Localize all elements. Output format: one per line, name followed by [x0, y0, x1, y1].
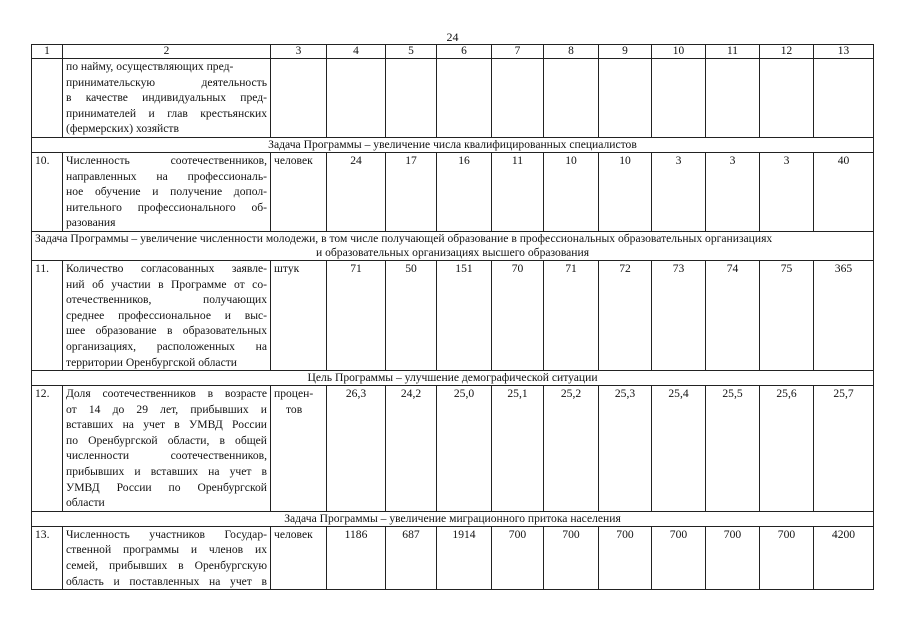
value-cell: 687 — [386, 526, 437, 589]
description-line: семей, прибывших в Оренбургскую — [66, 559, 267, 573]
value-cell: 10 — [544, 152, 599, 231]
header-cell: 1 — [32, 45, 63, 59]
task-heading — [32, 231, 874, 260]
indicator-description — [63, 386, 271, 512]
task-row — [32, 371, 874, 386]
unit-cell: человек — [271, 526, 327, 589]
description-line: Численность участников Государ- — [66, 527, 267, 541]
description-line: от 14 до 29 лет, прибывших и — [66, 402, 267, 416]
indicator-description — [63, 59, 271, 138]
unit-line: процен- — [274, 387, 314, 401]
description-line: (фермерских) хозяйств — [66, 122, 179, 136]
row-number: 12. — [32, 386, 63, 512]
value-cell: 11 — [492, 152, 544, 231]
value-cell: 700 — [760, 526, 814, 589]
description-line: Численность соотечественников, — [66, 153, 267, 167]
indicators-table — [31, 44, 874, 590]
value-cell: 25,6 — [760, 386, 814, 512]
value-cell: 3 — [760, 152, 814, 231]
value-cell: 25,0 — [437, 386, 492, 512]
task-row — [32, 137, 874, 152]
table-row — [32, 59, 874, 138]
indicator-description — [63, 526, 271, 589]
table-row — [32, 152, 874, 231]
header-cell: 2 — [63, 45, 271, 59]
description-line: отечественников, получающих — [66, 293, 267, 307]
value-cell: 71 — [544, 260, 599, 370]
description-line: направленных на профессиональ- — [66, 169, 267, 183]
header-cell: 12 — [760, 45, 814, 59]
value-cell: 4200 — [814, 526, 874, 589]
description-line: шее образование в образовательных — [66, 324, 267, 338]
description-line: прибывших и вставших на учет в — [66, 465, 267, 479]
description-line: в качестве индивидуальных пред- — [66, 91, 267, 105]
unit-cell: штук — [271, 260, 327, 370]
value-cell: 25,2 — [544, 386, 599, 512]
task-row — [32, 231, 874, 260]
task-heading: Задача Программы – увеличение миграционного притока населения — [32, 511, 874, 526]
value-cell: 700 — [599, 526, 652, 589]
header-cell: 8 — [544, 45, 599, 59]
value-cell: 700 — [492, 526, 544, 589]
row-number: 11. — [32, 260, 63, 370]
task-heading: Задача Программы – увеличение числа квалифицированных специалистов — [32, 137, 874, 152]
value-cell: 365 — [814, 260, 874, 370]
table-row — [32, 526, 874, 589]
value-cell: 25,4 — [652, 386, 706, 512]
value-cell: 16 — [437, 152, 492, 231]
description-line: принимателей и глав крестьянских — [66, 106, 267, 120]
value-cell: 73 — [652, 260, 706, 370]
description-line: разования — [66, 216, 116, 230]
value-cell: 26,3 — [327, 386, 386, 512]
task-row — [32, 511, 874, 526]
table-row — [32, 386, 874, 512]
value-cell: 71 — [327, 260, 386, 370]
header-cell: 6 — [437, 45, 492, 59]
value-cell: 3 — [706, 152, 760, 231]
description-line: по Оренбургской области, в общей — [66, 433, 267, 447]
description-line: нительного профессионального об- — [66, 200, 267, 214]
indicator-description — [63, 152, 271, 231]
value-cell: 25,5 — [706, 386, 760, 512]
value-cell: 70 — [492, 260, 544, 370]
value-cell: 24,2 — [386, 386, 437, 512]
header-cell: 10 — [652, 45, 706, 59]
row-number — [32, 59, 63, 138]
value-cell: 1186 — [327, 526, 386, 589]
header-cell: 3 — [271, 45, 327, 59]
value-cell: 74 — [706, 260, 760, 370]
description-line: Количество согласованных заявле- — [66, 261, 267, 275]
description-line: УМВД России по Оренбургской — [66, 480, 267, 494]
indicator-description — [63, 260, 271, 370]
header-cell: 9 — [599, 45, 652, 59]
description-line: принимательскую деятельность — [66, 75, 267, 89]
header-cell: 4 — [327, 45, 386, 59]
header-row — [32, 45, 874, 59]
value-cell: 25,3 — [599, 386, 652, 512]
value-cell: 151 — [437, 260, 492, 370]
row-number: 13. — [32, 526, 63, 589]
table-row — [32, 260, 874, 370]
value-cell: 24 — [327, 152, 386, 231]
description-line: территории Оренбургской области — [66, 355, 237, 369]
description-line: ний об участии в Программе от со- — [66, 277, 267, 291]
header-cell: 11 — [706, 45, 760, 59]
value-cell: 10 — [599, 152, 652, 231]
header-cell: 5 — [386, 45, 437, 59]
value-cell: 25,1 — [492, 386, 544, 512]
value-cell: 72 — [599, 260, 652, 370]
task-heading-line: Задача Программы – увеличение численности молодежи, в том числе получающей образование в профессиональных образовательных организациях — [35, 231, 773, 245]
value-cell: 40 — [814, 152, 874, 231]
value-cell: 25,7 — [814, 386, 874, 512]
description-line: организациях, расположенных на — [66, 339, 267, 353]
description-line: ное обучение и получение допол- — [66, 185, 267, 199]
header-cell: 13 — [814, 45, 874, 59]
description-line: численности соотечественников, — [66, 449, 267, 463]
unit-cell: человек — [271, 152, 327, 231]
description-line: Доля соотечественников в возрасте — [66, 387, 267, 401]
header-cell: 7 — [492, 45, 544, 59]
value-cell: 75 — [760, 260, 814, 370]
description-line: по найму, осуществляющих пред- — [66, 60, 234, 73]
task-heading: Цель Программы – улучшение демографической ситуации — [32, 371, 874, 386]
value-cell: 3 — [652, 152, 706, 231]
value-cell: 1914 — [437, 526, 492, 589]
value-cell: 700 — [544, 526, 599, 589]
value-cell: 50 — [386, 260, 437, 370]
description-line: область и поставленных на учет в — [66, 574, 267, 588]
description-line: среднее профессиональное и выс- — [66, 308, 267, 322]
description-line: ственной программы и членов их — [66, 543, 267, 557]
description-line: области — [66, 496, 105, 510]
row-number: 10. — [32, 152, 63, 231]
task-heading-line: и образовательных организациях высшего образования — [315, 245, 590, 259]
unit-cell — [271, 386, 327, 512]
description-line: вставших на учет в УМВД России — [66, 418, 267, 432]
value-cell: 700 — [706, 526, 760, 589]
value-cell: 17 — [386, 152, 437, 231]
unit-line: тов — [286, 402, 303, 416]
page-number: 24 — [446, 30, 459, 44]
value-cell: 700 — [652, 526, 706, 589]
